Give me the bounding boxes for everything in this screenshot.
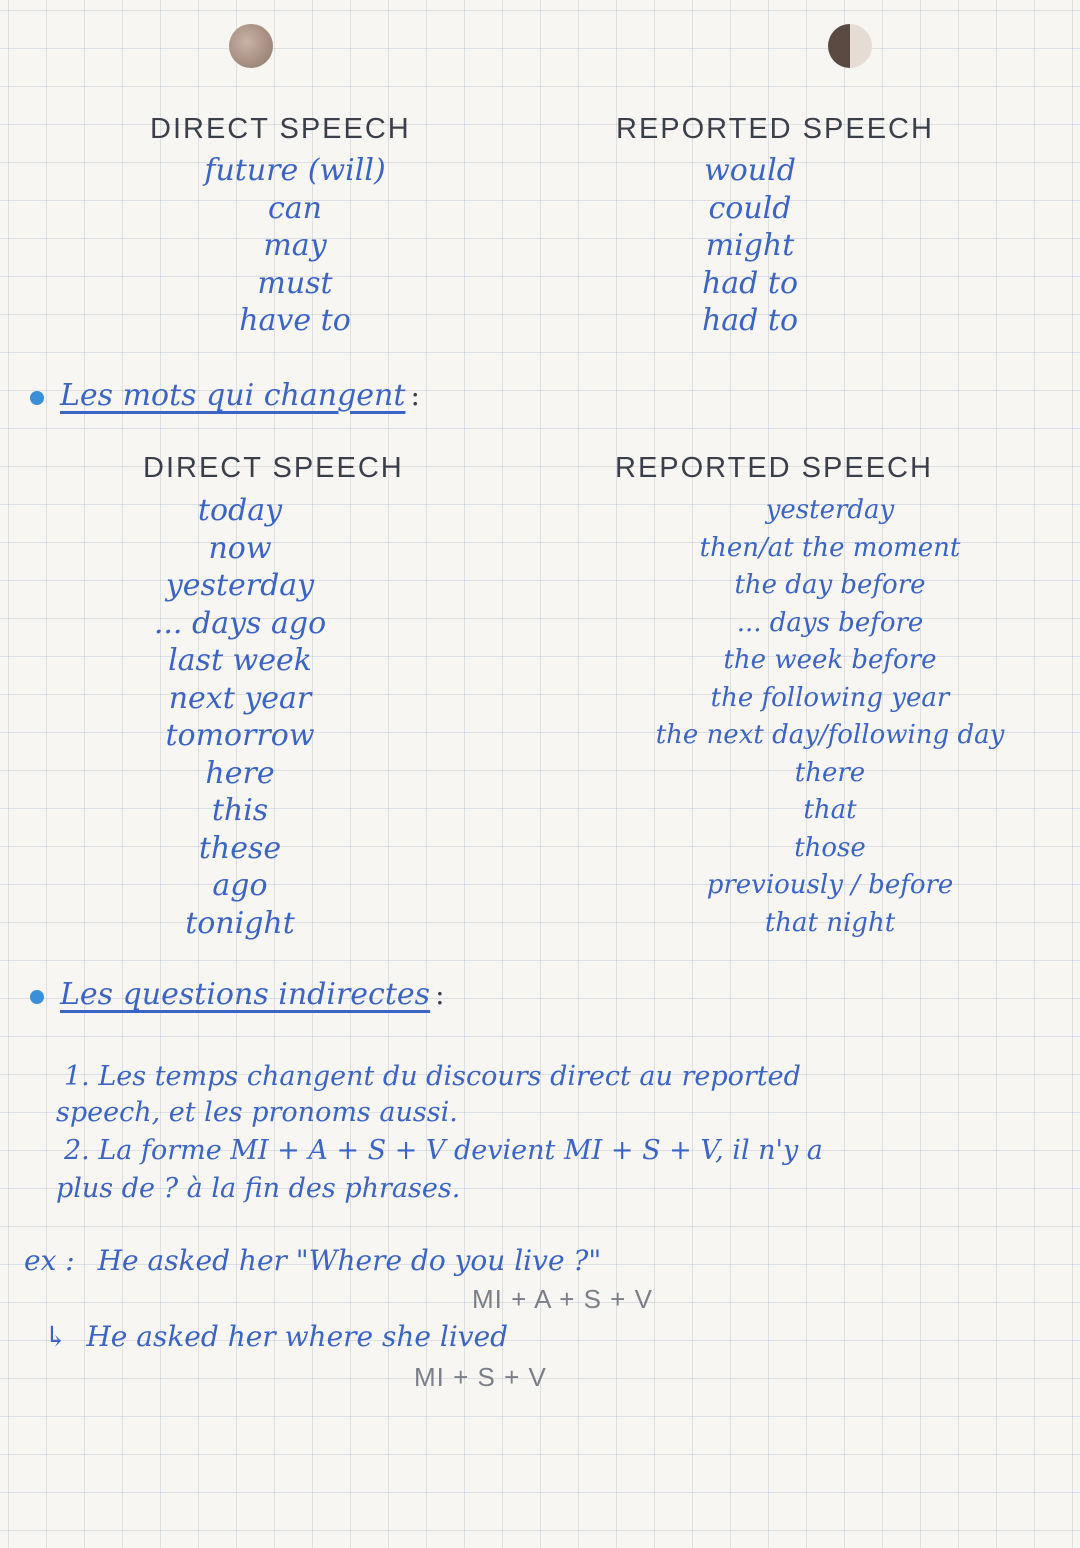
list-item: previously / before: [706, 870, 954, 900]
list-item: today: [197, 493, 283, 528]
list-item: must: [257, 265, 333, 301]
modals-left-list: [160, 152, 430, 340]
binder-hole-left: [229, 24, 273, 68]
list-item: tomorrow: [165, 718, 315, 753]
section-words-heading: [60, 378, 420, 413]
binder-hole-right: [828, 24, 872, 68]
list-item: now: [208, 530, 272, 566]
list-item: yesterday: [165, 568, 315, 603]
section-title: Les mots qui changent: [60, 378, 406, 413]
list-item: that: [803, 795, 857, 825]
words-left-header: DIRECT SPEECH: [143, 452, 404, 484]
section-questions-heading: [60, 977, 445, 1012]
list-item: next year: [168, 680, 312, 716]
list-item: tonight: [185, 905, 295, 941]
list-item: had to: [701, 303, 799, 338]
list-item: have to: [239, 303, 351, 338]
arrow-icon: ↳: [44, 1320, 68, 1353]
rule-2-line-1: 2. La forme MI + A + S + V devient MI + S + V, il n'y a: [64, 1135, 823, 1166]
list-item: would: [704, 153, 796, 188]
section-colon: :: [410, 379, 420, 412]
example-reported-formula: MI + S + V: [414, 1362, 547, 1392]
example-line: [24, 1244, 601, 1277]
list-item: might: [705, 228, 795, 263]
bullet-icon: [30, 391, 44, 405]
list-item: could: [708, 190, 792, 226]
example-reported-line: [44, 1320, 508, 1353]
section-title: Les questions indirectes: [60, 977, 431, 1012]
list-item: future (will): [204, 153, 386, 188]
list-item: the day before: [734, 570, 926, 600]
example-reported: He asked her where she lived: [86, 1320, 509, 1353]
rule-2-line-2: plus de ? à la fin des phrases.: [56, 1173, 461, 1204]
bullet-icon: [30, 990, 44, 1004]
list-item: last week: [168, 643, 312, 678]
example-prefix: ex :: [24, 1244, 75, 1277]
rule-1-line-2: speech, et les pronoms aussi.: [56, 1097, 458, 1128]
list-item: there: [794, 757, 866, 788]
words-left-list: [120, 492, 360, 942]
modals-right-header: REPORTED SPEECH: [616, 113, 934, 145]
list-item: the week before: [723, 645, 937, 675]
example-direct: He asked her "Where do you live ?": [97, 1244, 602, 1277]
list-item: this: [211, 793, 269, 828]
rule-1-line-1: 1. Les temps changent du discours direct au reported: [64, 1061, 801, 1092]
list-item: can: [267, 190, 322, 226]
list-item: had to: [701, 265, 799, 301]
list-item: ... days before: [736, 607, 924, 638]
list-item: that night: [764, 907, 896, 938]
list-item: then/at the moment: [699, 532, 961, 563]
section-colon: :: [435, 978, 445, 1011]
list-item: ... days ago: [153, 605, 327, 641]
example-direct-formula: MI + A + S + V: [472, 1284, 653, 1314]
list-item: the following year: [710, 682, 950, 713]
list-item: ago: [212, 868, 268, 903]
words-right-list: [590, 492, 1070, 942]
list-item: the next day/following day: [655, 720, 1005, 750]
list-item: may: [263, 228, 327, 263]
list-item: here: [205, 755, 275, 791]
list-item: these: [198, 830, 282, 866]
modals-right-list: [640, 152, 860, 340]
list-item: those: [794, 832, 866, 863]
modals-left-header: DIRECT SPEECH: [150, 113, 411, 145]
words-right-header: REPORTED SPEECH: [615, 452, 933, 484]
list-item: yesterday: [765, 495, 895, 525]
